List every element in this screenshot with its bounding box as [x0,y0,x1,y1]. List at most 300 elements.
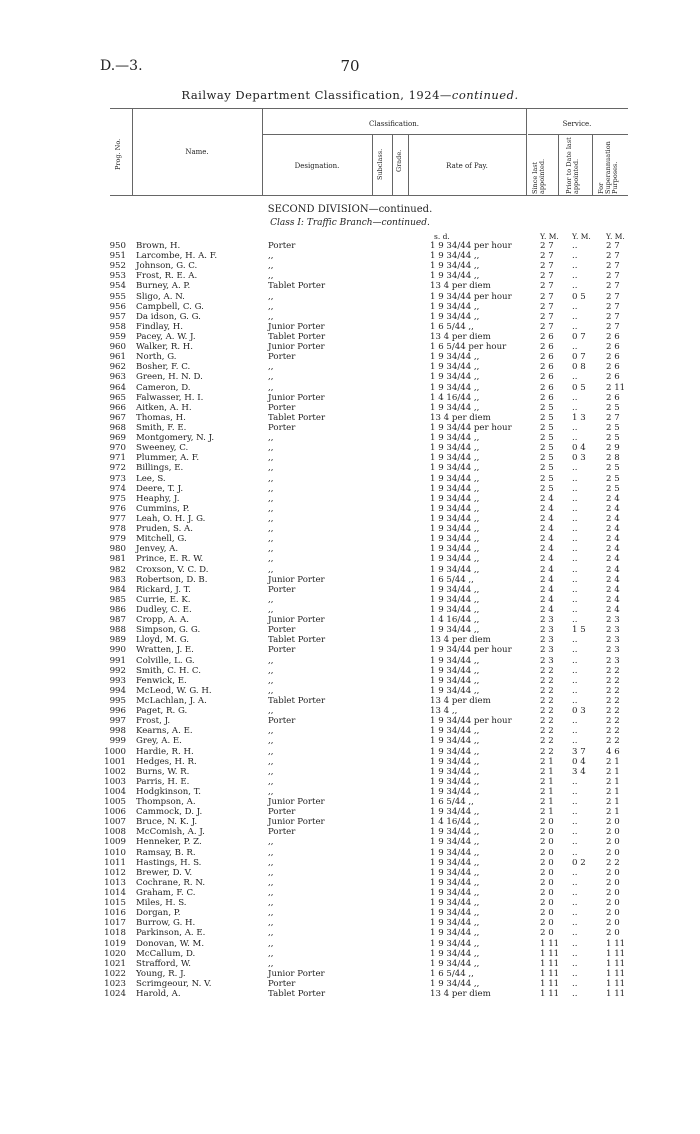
table-row [0,768,700,777]
rate-of-pay: 1 9 34/44 ,, [430,513,480,524]
prog-number: 962 [109,362,126,373]
designation: Junior Porter [268,817,325,828]
service-superannuation: 1 11 [606,938,626,949]
prog-number: 951 [109,251,126,262]
rate-of-pay-heading: Rate of Pay. [446,162,488,170]
service-superannuation: 2 3 [606,645,620,656]
rate-of-pay: 1 9 34/44 ,, [430,493,480,504]
prog-number: 975 [109,493,126,504]
service-since-last: 2 4 [540,554,554,565]
service-prior: .. [572,301,578,312]
service-since-last: 2 2 [540,675,554,686]
table-row [0,495,700,504]
service-since-last: 2 4 [540,524,554,535]
designation: Porter [268,827,296,838]
service-since-last: 2 6 [540,352,554,363]
employee-name: Prince, E. R. W. [136,554,204,565]
rate-of-pay: 13 4 per diem [430,281,491,292]
service-since-last: 2 0 [540,908,554,919]
service-prior: .. [572,655,578,666]
prog-number: 957 [109,311,126,322]
table-row [0,363,700,372]
service-prior: 0 4 [572,756,586,767]
designation: ,, [268,524,274,535]
employee-name: Strafford, W. [136,958,191,969]
employee-name: Thomas, H. [136,412,186,423]
rate-of-pay: 1 9 34/44 ,, [430,564,480,575]
employee-name: Simpson, G. G. [136,625,201,636]
designation: ,, [268,493,274,504]
service-superannuation: 2 6 [606,372,620,383]
rate-of-pay: 1 9 34/44 per hour [430,291,512,302]
designation: ,, [268,867,274,878]
rate-of-pay: 13 4 per diem [430,635,491,646]
service-prior: 3 7 [572,746,586,757]
table-row [0,272,700,281]
service-since-last: 2 7 [540,241,554,251]
service-prior: .. [572,685,578,696]
employee-name: Jenvey, A. [136,544,179,555]
service-superannuation: 2 7 [606,241,620,251]
employee-name: Bruce, N. K. J. [136,817,198,828]
service-since-last: 2 5 [540,422,554,433]
table-row [0,303,700,312]
service-superannuation: 2 0 [606,817,620,828]
employee-name: North, G. [136,352,177,363]
service-since-last: 2 2 [540,746,554,757]
prog-number: 956 [109,301,126,312]
employee-name: Smith, F. E. [136,422,187,433]
designation: ,, [268,736,274,747]
service-prior: .. [572,716,578,727]
header-vline [372,134,373,196]
table-row [0,717,700,726]
service-superannuation: 4 6 [606,746,620,757]
prog-number: 989 [109,635,126,646]
prog-number: 974 [109,483,126,494]
rate-of-pay: 1 9 34/44 ,, [430,453,480,464]
service-superannuation: 1 11 [606,958,626,969]
service-since-last: 2 7 [540,301,554,312]
unit-sd: s. d. [434,232,450,241]
service-since-last: 1 11 [540,958,560,969]
service-superannuation: 2 7 [606,271,620,282]
service-superannuation: 2 6 [606,362,620,373]
service-superannuation: 2 0 [606,827,620,838]
table-row [0,414,700,423]
header-rule-bottom [110,195,628,196]
service-since-last: 2 4 [540,574,554,585]
prog-number: 1004 [104,786,126,797]
prog-number: 1012 [104,867,126,878]
service-superannuation: 2 4 [606,503,620,514]
designation: ,, [268,908,274,919]
service-superannuation: 2 7 [606,301,620,312]
header-vline [592,134,593,196]
service-prior: 0 5 [572,382,586,393]
prog-number: 1020 [104,948,126,959]
table-row [0,818,700,827]
rate-of-pay: 1 9 34/44 ,, [430,483,480,494]
service-prior: .. [572,311,578,322]
table-row [0,323,700,332]
table-row [0,353,700,362]
rate-of-pay: 1 9 34/44 ,, [430,958,480,969]
service-since-last: 2 6 [540,342,554,353]
table-row [0,252,700,261]
service-since-last: 2 3 [540,655,554,666]
service-superannuation: 2 7 [606,251,620,262]
prog-number: 961 [109,352,126,363]
designation: Porter [268,352,296,363]
rate-of-pay: 1 9 34/44 ,, [430,261,480,272]
service-superannuation: 2 3 [606,615,620,626]
prog-number: 950 [109,241,126,251]
table-row [0,454,700,463]
service-since-last: 2 3 [540,635,554,646]
service-prior: .. [572,493,578,504]
prog-number: 1023 [104,979,126,990]
designation: ,, [268,453,274,464]
service-prior: .. [572,544,578,555]
prior-to-heading: Prior to Date last appointed. [565,137,580,194]
prog-number: 1013 [104,877,126,888]
rate-of-pay: 13 4 per diem [430,412,491,423]
service-superannuation: 2 3 [606,625,620,636]
table-row [0,646,700,655]
service-prior: .. [572,797,578,808]
service-prior: 0 8 [572,362,586,373]
designation: Porter [268,716,296,727]
service-since-last: 2 1 [540,797,554,808]
rate-of-pay: 13 4 per diem [430,989,491,1000]
designation: Junior Porter [268,392,325,403]
service-since-last: 2 0 [540,877,554,888]
service-since-last: 2 4 [540,594,554,605]
employee-name: Walker, R. H. [136,342,194,353]
employee-name: Parkinson, A. E. [136,928,206,939]
service-superannuation: 2 5 [606,422,620,433]
service-superannuation: 2 7 [606,261,620,272]
designation: Porter [268,402,296,413]
rate-of-pay: 1 6 5/44 ,, [430,321,474,332]
page-title: Railway Department Classification, 1924—continued. [181,88,519,102]
prog-number: 960 [109,342,126,353]
prog-number: 995 [109,695,126,706]
service-prior: .. [572,615,578,626]
rate-of-pay: 1 9 34/44 per hour [430,241,512,251]
employee-name: McLachlan, J. A. [136,695,207,706]
employee-name: Hedges, H. R. [136,756,197,767]
designation: Tablet Porter [268,695,326,706]
table-row [0,464,700,473]
employee-name: Pruden, S. A. [136,524,193,535]
service-prior: .. [572,584,578,595]
service-prior: .. [572,372,578,383]
rate-of-pay: 1 9 34/44 ,, [430,918,480,929]
service-since-last: 1 11 [540,968,560,979]
employee-name: McComish, A. J. [136,827,205,838]
rate-of-pay: 1 9 34/44 ,, [430,382,480,393]
service-since-last: 2 6 [540,382,554,393]
service-prior: .. [572,675,578,686]
designation: Porter [268,625,296,636]
designation: ,, [268,655,274,666]
service-superannuation: 2 2 [606,716,620,727]
service-prior: .. [572,928,578,939]
table-row [0,424,700,433]
table-row [0,515,700,524]
rate-of-pay: 13 4 ,, [430,706,458,717]
service-superannuation: 2 3 [606,635,620,646]
designation: ,, [268,544,274,555]
service-prior: .. [572,736,578,747]
service-superannuation: 2 4 [606,534,620,545]
service-since-last: 2 2 [540,736,554,747]
since-last-heading: Since last appointed. [531,158,546,194]
designation: ,, [268,301,274,312]
section-class: Class I: Traffic Branch—continued. [270,218,430,228]
rate-of-pay: 1 4 16/44 ,, [430,615,480,626]
employee-name: Scrimgeour, N. V. [136,979,212,990]
prog-number: 991 [109,655,126,666]
service-superannuation: 2 1 [606,766,620,777]
service-since-last: 2 6 [540,392,554,403]
prog-number: 1002 [104,766,126,777]
service-prior: .. [572,837,578,848]
table-row [0,940,700,949]
employee-name: Sweeney, C. [136,443,189,454]
page-header-ref: D.—3. [100,58,143,74]
table-row [0,869,700,878]
service-since-last: 2 0 [540,837,554,848]
designation-heading: Designation. [294,162,340,170]
table-row [0,505,700,514]
service-since-last: 2 0 [540,827,554,838]
employee-name: Rickard, J. T. [136,584,191,595]
service-since-last: 2 2 [540,685,554,696]
service-superannuation: 2 7 [606,291,620,302]
service-prior: .. [572,513,578,524]
rate-of-pay: 1 9 34/44 per hour [430,645,512,656]
service-prior: .. [572,503,578,514]
designation: ,, [268,847,274,858]
header-vline [558,134,559,196]
employee-name: Graham, F. C. [136,888,196,899]
service-since-last: 2 0 [540,857,554,868]
table-row [0,616,700,625]
service-since-last: 2 4 [540,584,554,595]
designation: ,, [268,483,274,494]
rate-of-pay: 1 9 34/44 ,, [430,655,480,666]
service-superannuation: 2 5 [606,483,620,494]
table-row [0,626,700,635]
rate-of-pay: 13 4 per diem [430,695,491,706]
designation: ,, [268,857,274,868]
table-row [0,737,700,746]
table-row [0,849,700,858]
prog-number: 985 [109,594,126,605]
prog-number: 1010 [104,847,126,858]
employee-name: Findlay, H. [136,321,184,332]
service-prior: .. [572,574,578,585]
rate-of-pay: 1 6 5/44 ,, [430,797,474,808]
designation: ,, [268,251,274,262]
service-superannuation: 2 0 [606,867,620,878]
service-superannuation: 2 0 [606,918,620,929]
employee-name: Kearns, A. E. [136,726,193,737]
service-superannuation: 2 7 [606,321,620,332]
rate-of-pay: 1 9 34/44 ,, [430,766,480,777]
designation: ,, [268,513,274,524]
rate-of-pay: 1 9 34/44 ,, [430,837,480,848]
designation: ,, [268,604,274,615]
designation: ,, [268,706,274,717]
service-prior: .. [572,938,578,949]
rate-of-pay: 1 9 34/44 ,, [430,726,480,737]
employee-name: Montgomery, N. J. [136,433,215,444]
designation: ,, [268,726,274,737]
rate-of-pay: 1 9 34/44 ,, [430,979,480,990]
rate-of-pay: 1 6 5/44 per hour [430,342,507,353]
service-prior: .. [572,251,578,262]
employee-name: Thompson, A. [136,797,196,808]
designation: ,, [268,534,274,545]
service-superannuation: 2 2 [606,665,620,676]
prog-number: 992 [109,665,126,676]
service-prior: .. [572,564,578,575]
table-row [0,333,700,342]
service-since-last: 2 5 [540,433,554,444]
table-row [0,475,700,484]
table-row [0,808,700,817]
employee-name: Heaphy, J. [136,493,180,504]
service-since-last: 2 0 [540,888,554,899]
service-prior: 0 3 [572,453,586,464]
service-since-last: 2 5 [540,402,554,413]
service-prior: 0 7 [572,331,586,342]
rate-of-pay: 13 4 per diem [430,331,491,342]
service-prior: .. [572,342,578,353]
employee-name: Pacey, A. W. J. [136,331,196,342]
rate-of-pay: 1 9 34/44 ,, [430,594,480,605]
designation: ,, [268,837,274,848]
service-superannuation: 2 11 [606,382,626,393]
rate-of-pay: 1 9 34/44 ,, [430,362,480,373]
service-heading: Service. [562,120,592,128]
classification-heading: Classification. [369,120,419,128]
rate-of-pay: 1 9 34/44 ,, [430,948,480,959]
rate-of-pay: 1 9 34/44 ,, [430,746,480,757]
service-superannuation: 2 4 [606,544,620,555]
service-prior: .. [572,524,578,535]
prog-number: 954 [109,281,126,292]
service-prior: .. [572,321,578,332]
rate-of-pay: 1 9 34/44 ,, [430,867,480,878]
prog-number: 994 [109,685,126,696]
designation: Porter [268,645,296,656]
employee-name: Currie, E. K. [136,594,191,605]
employee-name: Da idson, G. G. [136,311,201,322]
service-since-last: 2 3 [540,625,554,636]
designation: Porter [268,422,296,433]
service-superannuation: 2 7 [606,281,620,292]
service-prior: .. [572,594,578,605]
designation: ,, [268,311,274,322]
rate-of-pay: 1 9 34/44 ,, [430,301,480,312]
prog-number: 986 [109,604,126,615]
prog-number: 1014 [104,888,126,899]
designation: ,, [268,786,274,797]
table-row [0,566,700,575]
designation: ,, [268,443,274,454]
table-row [0,798,700,807]
service-superannuation: 2 0 [606,888,620,899]
table-row [0,788,700,797]
service-prior: .. [572,422,578,433]
service-superannuation: 2 1 [606,756,620,767]
service-since-last: 2 2 [540,726,554,737]
grade-heading: Grade. [395,149,403,172]
employee-name: Cochrane, R. N. [136,877,206,888]
service-superannuation: 2 6 [606,392,620,403]
employee-name: Billings, E. [136,463,184,474]
service-superannuation: 2 4 [606,594,620,605]
page-title-main: Railway Department Classification, 1924 [181,88,440,102]
table-row [0,586,700,595]
designation: ,, [268,746,274,757]
rate-of-pay: 1 9 34/44 ,, [430,625,480,636]
service-since-last: 1 11 [540,938,560,949]
header-rule-top [110,108,628,109]
table-row [0,282,700,291]
employee-name: Harold, A. [136,989,181,1000]
service-superannuation: 2 0 [606,877,620,888]
service-since-last: 2 1 [540,807,554,818]
designation: Junior Porter [268,615,325,626]
table-row [0,434,700,443]
table-row [0,919,700,928]
employee-name: Frost, J. [136,716,171,727]
employee-name: McCallum, D. [136,948,196,959]
service-superannuation: 2 7 [606,412,620,423]
prog-number: 1007 [104,817,126,828]
service-since-last: 2 2 [540,665,554,676]
section-division: SECOND DIVISION—continued. [267,204,433,215]
service-superannuation: 2 2 [606,857,620,868]
service-since-last: 2 1 [540,786,554,797]
rate-of-pay: 1 9 34/44 ,, [430,938,480,949]
employee-name: Donovan, W. M. [136,938,205,949]
rate-of-pay: 1 9 34/44 ,, [430,685,480,696]
service-prior: .. [572,665,578,676]
service-prior: 0 2 [572,857,586,868]
prog-number: 968 [109,422,126,433]
service-since-last: 2 0 [540,898,554,909]
employee-name: Larcombe, H. A. F. [136,251,218,262]
rate-of-pay: 1 9 34/44 ,, [430,503,480,514]
prog-number: 998 [109,726,126,737]
service-prior: .. [572,695,578,706]
service-since-last: 2 7 [540,281,554,292]
subclass-heading: Subclass. [376,148,384,180]
table-row [0,950,700,959]
service-since-last: 2 7 [540,321,554,332]
service-since-last: 2 2 [540,716,554,727]
table-row [0,262,700,271]
designation: Porter [268,241,296,251]
prog-number: 1018 [104,928,126,939]
